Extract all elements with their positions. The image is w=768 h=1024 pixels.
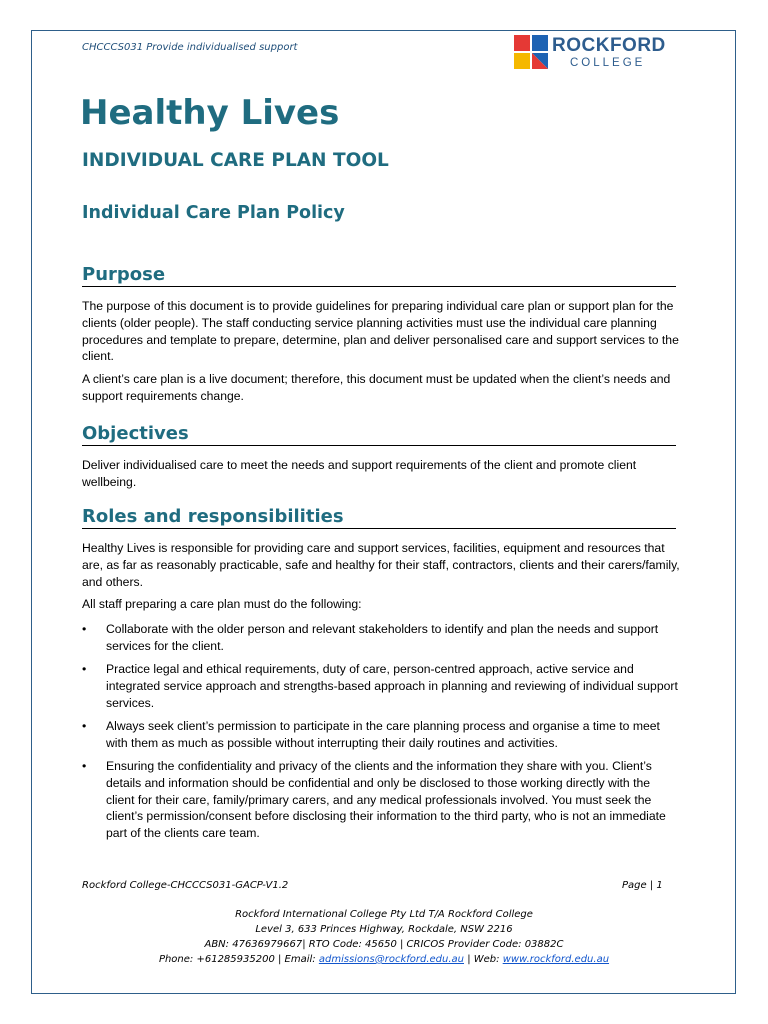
course-code: CHCCCS031 Provide individualised support — [82, 42, 298, 53]
address-line: ABN: 47636979667| RTO Code: 45650 | CRICOS Provider Code: 03882C — [204, 939, 564, 950]
address-line: Rockford International College Pty Ltd T/A Rockford College — [235, 909, 533, 920]
bullet-icon: • — [82, 718, 87, 733]
college-logo — [514, 35, 664, 71]
roles-paragraph-1: Healthy Lives is responsible for providing care and support services, facilities, equipment and resources that are, as far as reasonably practicable, safe and healthy for their staff, contractors, clients and their carers/family, and others. — [82, 541, 680, 589]
web-label: | Web: — [467, 954, 500, 965]
purpose-paragraph-2: A client’s care plan is a live document; therefore, this document must be updated when the client’s needs and support requirements change. — [82, 372, 671, 403]
bullet-icon: • — [82, 662, 87, 677]
email-link[interactable]: admissions@rockford.edu.au — [318, 954, 464, 965]
policy-title: Individual Care Plan Policy — [82, 203, 345, 223]
roles-bullet-list — [82, 621, 680, 849]
roles-paragraph-2: All staff preparing a care plan must do the following: — [82, 597, 362, 612]
bullet-text: Practice legal and ethical requirements, duty of care, person-centred approach, active service and integrated service approach and strengths-based approach in planning and reviewing of individual support services. — [106, 662, 678, 710]
purpose-body — [82, 298, 680, 405]
document-title: Healthy Lives — [80, 93, 340, 133]
website-link[interactable]: www.rockford.edu.au — [502, 954, 610, 965]
footer-doc-id: Rockford College-CHCCCS031-GACP-V1.2 — [82, 880, 289, 891]
page-label: Page — [622, 880, 647, 891]
phone-label: Phone: +61285935200 | Email: — [158, 954, 316, 965]
footer-page-number — [622, 880, 663, 891]
list-item — [82, 661, 680, 711]
contact-line — [82, 952, 686, 967]
bullet-text: Always seek client’s permission to participate in the care planning process and organise a time to meet with them as much as possible without interrupting their daily routines and activities. — [106, 718, 660, 750]
bullet-icon: • — [82, 622, 87, 636]
heading-roles: Roles and responsibilities — [82, 506, 676, 529]
document-subtitle: INDIVIDUAL CARE PLAN TOOL — [82, 150, 389, 171]
footer-address — [82, 907, 686, 967]
bullet-icon: • — [82, 759, 87, 774]
list-item — [82, 718, 680, 752]
heading-objectives: Objectives — [82, 423, 676, 446]
list-item — [82, 621, 680, 655]
logo-mark-icon — [514, 35, 548, 69]
roles-body — [82, 540, 680, 613]
purpose-paragraph-1: The purpose of this document is to provide guidelines for preparing individual care plan or support plan for the clients (older people). The staff conducting service planning activities must use the individual care planning procedures and template to prepare, determine, plan and deliver personalised care and support services to the client. — [82, 299, 679, 364]
objectives-body — [82, 457, 680, 491]
logo-sub: COLLEGE — [570, 57, 646, 69]
heading-purpose: Purpose — [82, 264, 676, 287]
address-line: Level 3, 633 Princes Highway, Rockdale, NSW 2216 — [255, 924, 513, 935]
bullet-text: Collaborate with the older person and relevant stakeholders to identify and plan the needs and support services for the client. — [106, 622, 659, 653]
objectives-paragraph-1: Deliver individualised care to meet the needs and support requirements of the client and promote client wellbeing. — [82, 458, 637, 489]
logo-name: ROCKFORD — [552, 35, 666, 56]
list-item — [82, 758, 680, 842]
page-number: 1 — [656, 880, 663, 891]
page-separator: | — [649, 880, 654, 891]
bullet-text: Ensuring the confidentiality and privacy of the clients and the information they share with you. Client’s details and information should be confidential and only be disclosed to those working directly with the client for their care, family/primary carers, and any medical professionals involved. You must seek the client’s permission/consent before disclosing their information to the third party, who is not an immediate part of the clients care team. — [106, 759, 666, 841]
